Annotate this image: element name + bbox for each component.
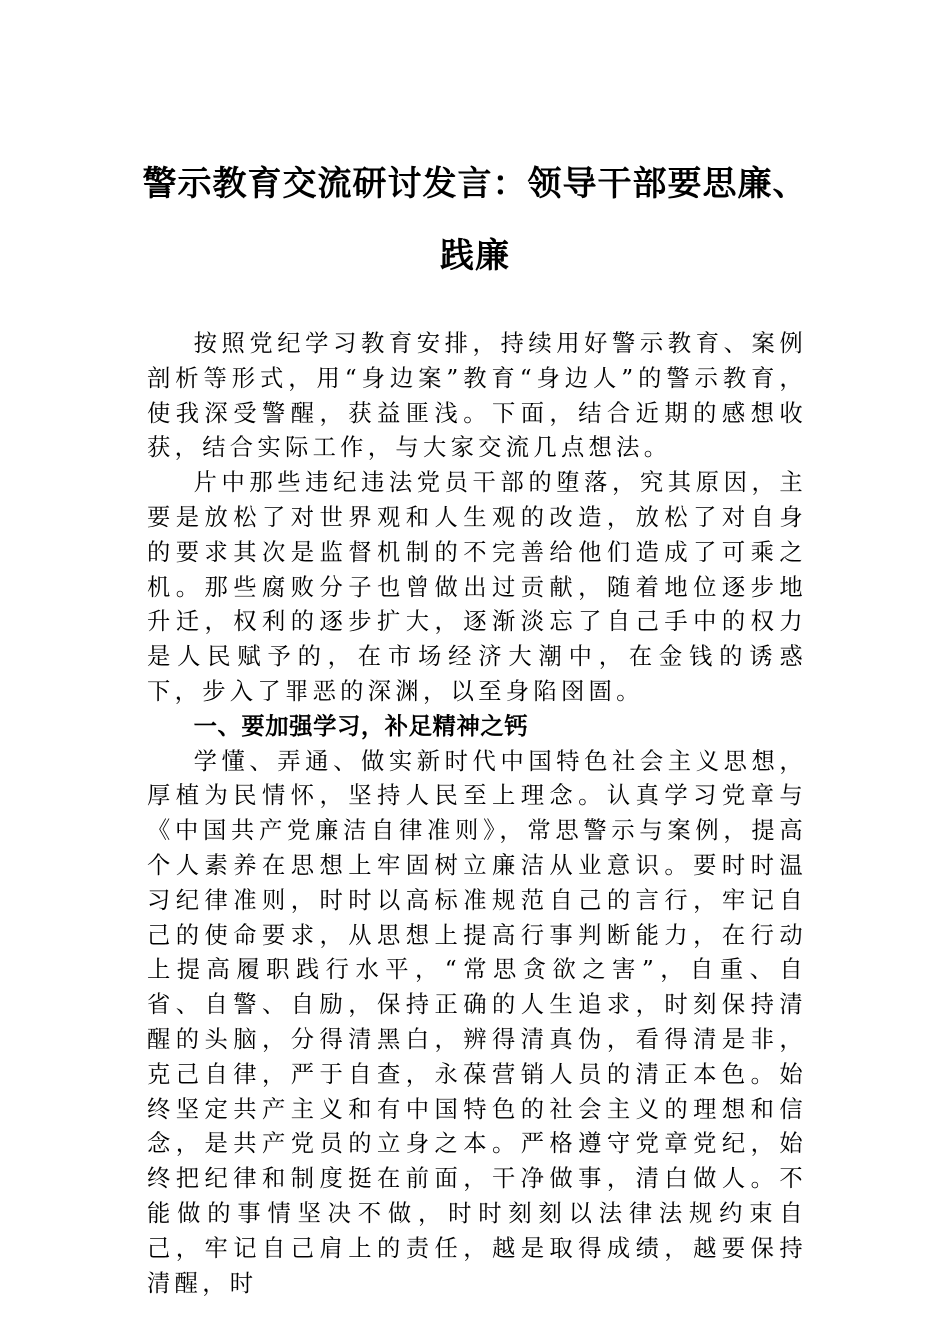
document-title-line-1: 警示教育交流研讨发言：领导干部要思廉、 [142,164,808,204]
paragraph-intro: 按照党纪学习教育安排，持续用好警示教育、案例剖析等形式，用“身边案”教育“身边人”的警示教育，使我深受警醒，获益匪浅。下面，结合近期的感想收获，结合实际工作，与大家交流几点想法。 [147,330,807,462]
paragraph-section-1: 学懂、弄通、做实新时代中国特色社会主义思想，厚植为民情怀，坚持人民至上理念。认真学习党章与《中国共产党廉洁自律准则》，常思警示与案例，提高个人素养在思想上牢固树立廉洁从业意识。要时时温习纪律准则，时时以高标准规范自己的言行，牢记自己的使命要求，从思想上提高行事判断能力，在行动上提高履职践行水平，“常思贪欲之害”，自重、自省、自警、自励，保持正确的人生追求，时刻保持清醒的头脑，分得清黑白，辨得清真伪，看得清是非，克己自律，严于自查，永葆营销人员的清正本色。始终坚定共产主义和有中国特色的社会主义的理想和信念，是共产党员的立身之本。严格遵守党章党纪，始终把纪律和制度挺在前面，干净做事，清白做人。不能做的事情坚决不做，时时刻刻以法律法规约束自己，牢记自己肩上的责任，越是取得成绩，越要保持清醒，时 [147,747,807,1297]
document-body [147,327,807,1301]
section-heading-1: 一、要加强学习，补足精神之钙 [193,712,529,740]
document-title-line-2: 践廉 [440,236,510,276]
paragraph-analysis: 片中那些违纪违法党员干部的堕落，究其原因，主要是放松了对世界观和人生观的改造，放松了对自身的要求其次是监督机制的不完善给他们造成了可乘之机。那些腐败分子也曾做出过贡献，随着地位逐步地升迁，权利的逐步扩大，逐渐淡忘了自己手中的权力是人民赋予的，在市场经济大潮中，在金钱的诱惑下，步入了罪恶的深渊，以至身陷囹圄。 [147,469,807,705]
